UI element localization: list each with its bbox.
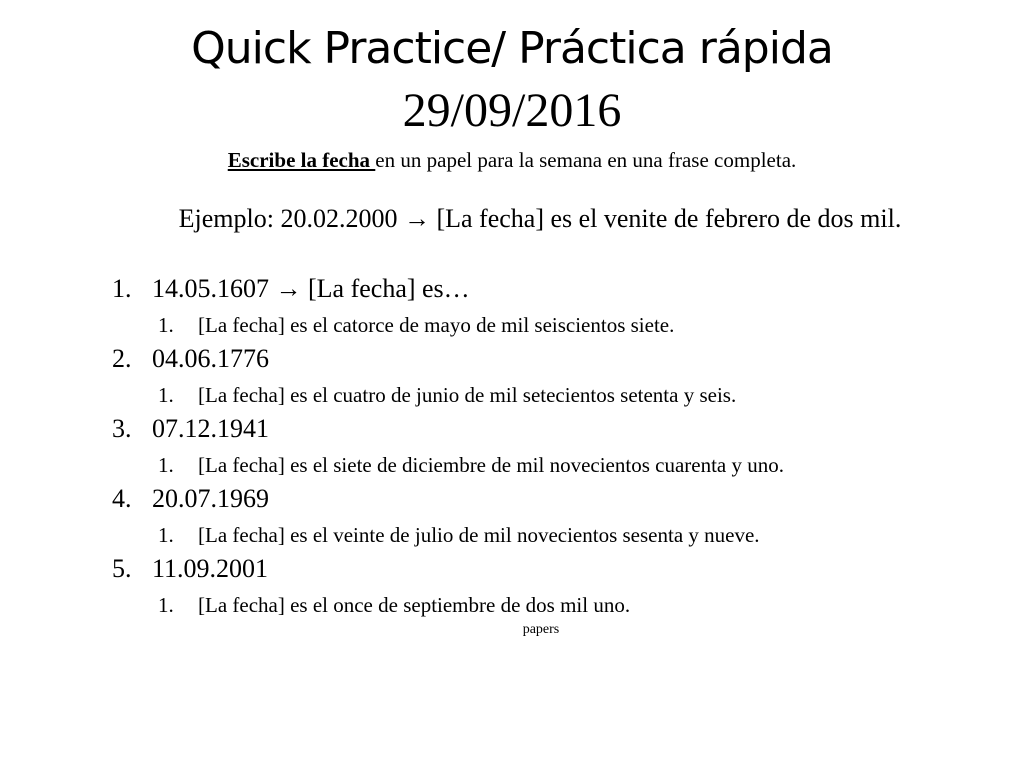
sub-item-number: 1. — [158, 383, 174, 407]
item-date — [112, 412, 269, 446]
sub-item-number: 1. — [158, 453, 174, 477]
sub-item-text: [La fecha] es el catorce de mayo de mil seiscientos siete. — [198, 313, 675, 337]
sub-item-number: 1. — [158, 523, 174, 547]
item-text: 14.05.1607 → [La fecha] es… — [152, 274, 470, 303]
sub-item-text: [La fecha] es el siete de diciembre de mil novecientos cuarenta y uno. — [198, 453, 784, 477]
list-item — [0, 552, 1024, 622]
item-answer — [158, 592, 630, 618]
slide-title — [0, 18, 1024, 142]
item-number: 4. — [112, 484, 132, 513]
title-text: Quick Practice/ Práctica rápida — [191, 23, 833, 74]
item-answer — [158, 522, 760, 548]
sub-item-number: 1. — [158, 313, 174, 337]
instruction-emphasis: Escribe la fecha — [227, 148, 376, 172]
item-date — [112, 342, 269, 376]
title-date: 29/09/2016 — [402, 84, 622, 137]
footer-note: papers — [522, 622, 560, 637]
item-text: 07.12.1941 — [152, 414, 269, 443]
sub-item-text: [La fecha] es el veinte de julio de mil novecientos sesenta y nueve. — [198, 523, 760, 547]
item-number: 3. — [112, 414, 132, 443]
item-text: 04.06.1776 — [152, 344, 269, 373]
item-answer — [158, 382, 736, 408]
instruction — [0, 148, 1024, 173]
item-answer — [158, 312, 674, 338]
item-answer — [158, 452, 784, 478]
item-date — [112, 482, 269, 516]
sub-item-text: [La fecha] es el once de septiembre de dos mil uno. — [198, 593, 631, 617]
item-date — [112, 552, 268, 586]
sub-item-number: 1. — [158, 593, 174, 617]
list-item — [0, 272, 1024, 342]
item-text: 11.09.2001 — [152, 554, 269, 583]
sub-item-text: [La fecha] es el cuatro de junio de mil setecientos setenta y seis. — [198, 383, 737, 407]
example-sentence: Ejemplo: 20.02.2000 → [La fecha] es el venite de febrero de dos mil. — [178, 204, 902, 233]
instruction-text: en un papel para la semana en una frase completa. — [375, 148, 797, 172]
item-text: 20.07.1969 — [152, 484, 269, 513]
item-number: 1. — [112, 274, 132, 303]
list-item — [0, 342, 1024, 412]
item-number: 2. — [112, 344, 132, 373]
list-item — [0, 412, 1024, 482]
item-number: 5. — [112, 554, 132, 583]
list-item — [0, 482, 1024, 552]
item-date — [112, 272, 470, 306]
practice-list — [0, 272, 1024, 622]
